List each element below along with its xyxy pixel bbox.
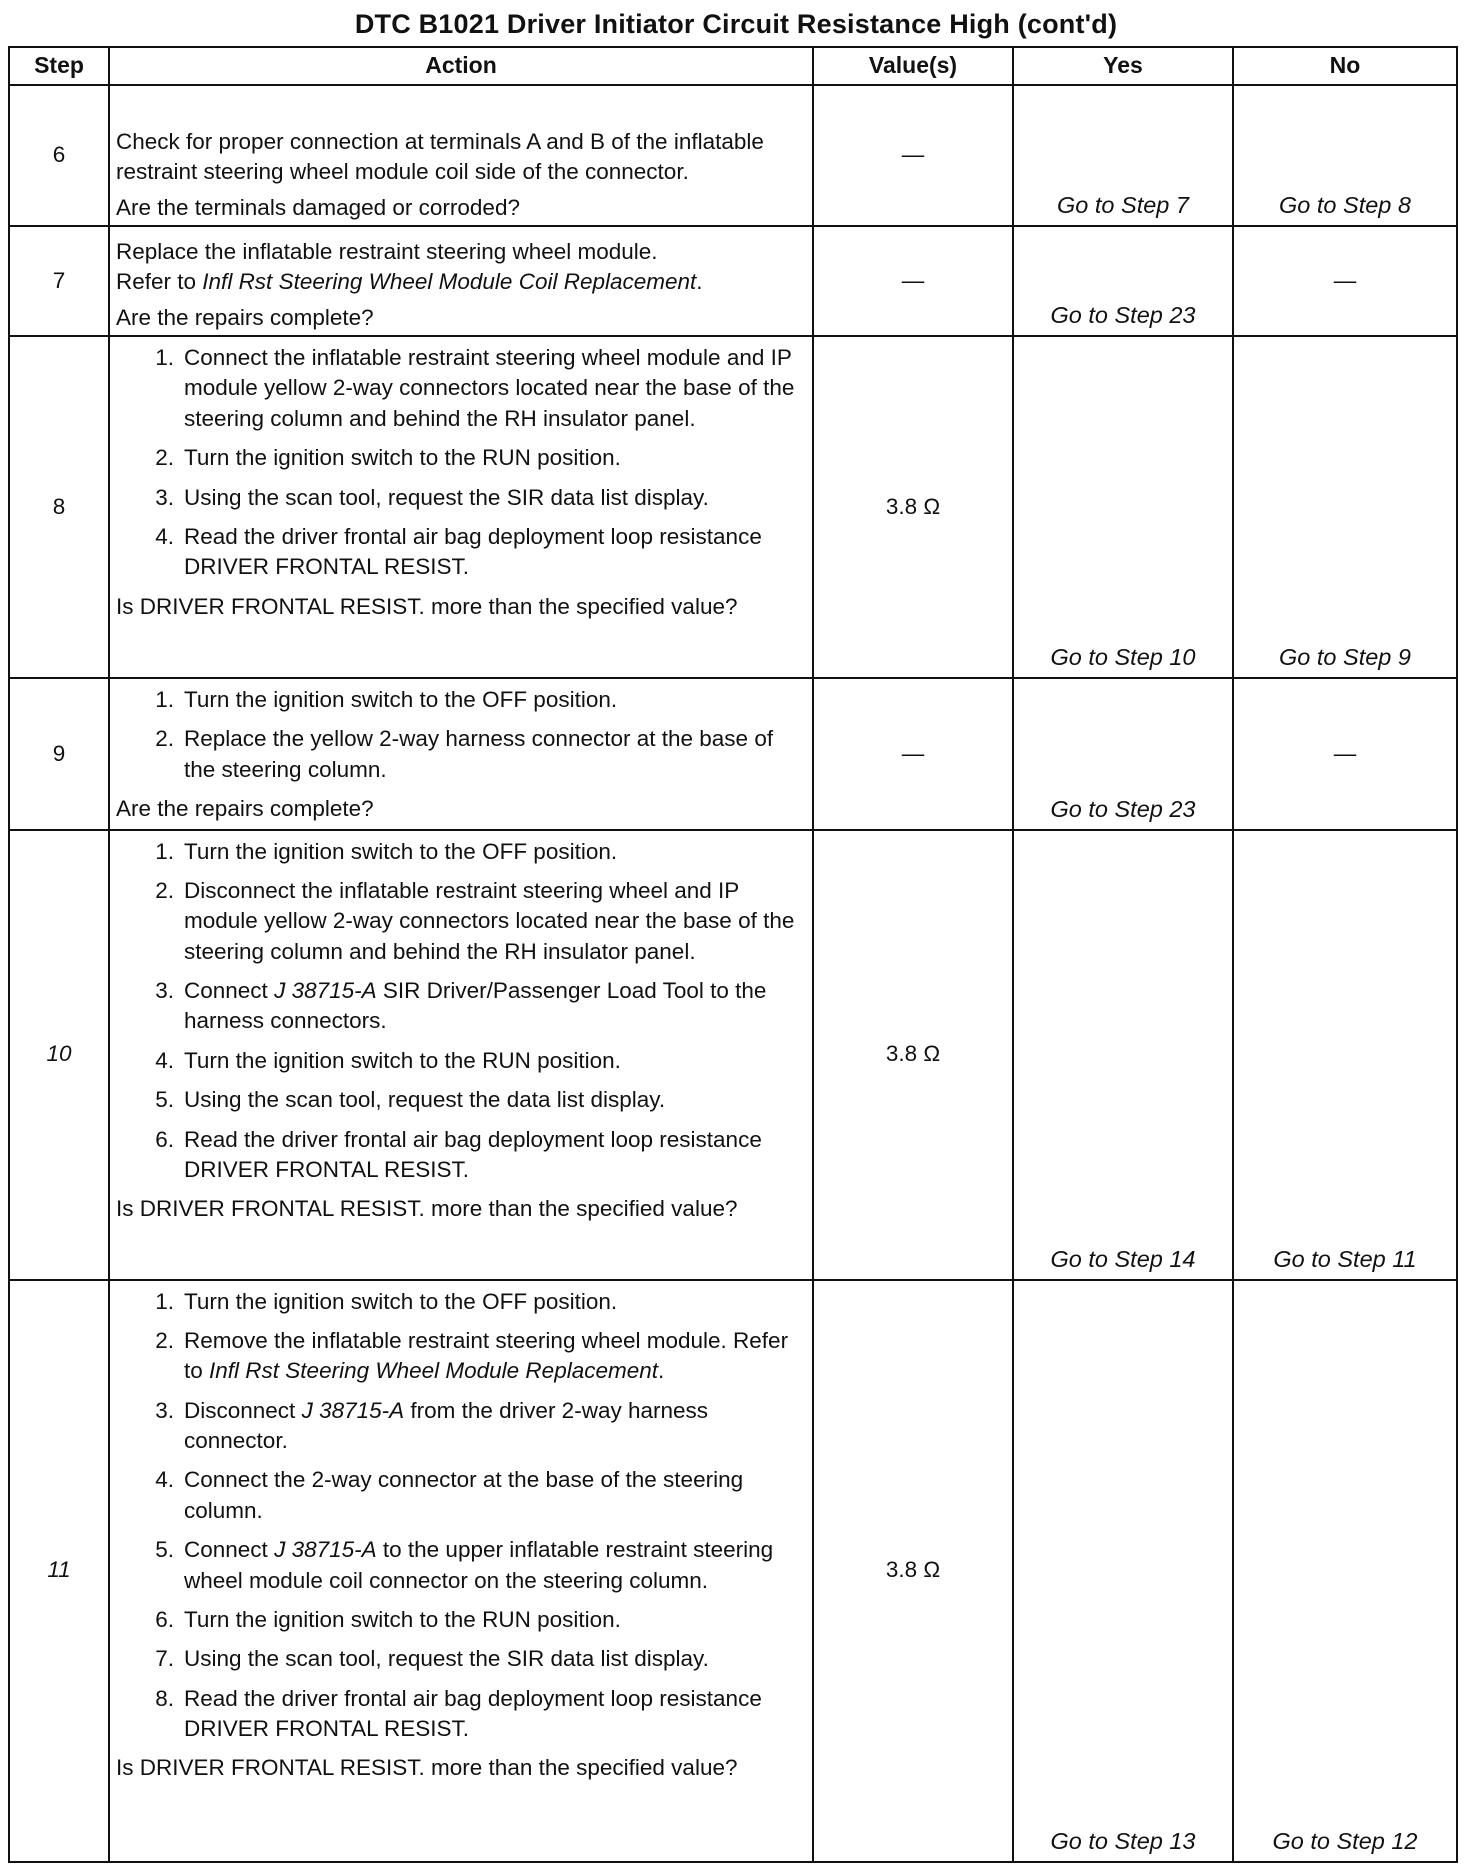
list-item: 4 . Turn the ignition switch to the RUN position. bbox=[116, 1046, 806, 1076]
action-cell bbox=[109, 1280, 813, 1862]
table-row bbox=[9, 678, 1457, 830]
no-cell: — bbox=[1233, 226, 1457, 336]
reference-suffix: . bbox=[696, 269, 703, 295]
header-no: No bbox=[1233, 47, 1457, 85]
action-question: Is DRIVER FRONTAL RESIST. more than the specified value? bbox=[116, 1196, 738, 1222]
list-item: 1 . Turn the ignition switch to the OFF position. bbox=[116, 685, 806, 715]
list-item: 7 . Using the scan tool, request the SIR data list display. bbox=[116, 1644, 806, 1674]
no-cell: Go to Step 11 bbox=[1233, 830, 1457, 1280]
action-steps bbox=[116, 837, 806, 1186]
list-item: 6 . Read the driver frontal air bag deployment loop resistance DRIVER FRONTAL RESIST. bbox=[116, 1125, 806, 1186]
list-item: 2 . Remove the inflatable restraint steering wheel module. Refer to Infl Rst Steering Wheel Module Replacement. bbox=[116, 1326, 806, 1387]
list-item: 3 . Using the scan tool, request the SIR data list display. bbox=[116, 483, 806, 513]
value-cell: — bbox=[813, 226, 1013, 336]
table-row bbox=[9, 336, 1457, 678]
action-steps bbox=[116, 343, 806, 583]
tool-name: J 38715-A bbox=[301, 1397, 405, 1423]
yes-cell: Go to Step 14 bbox=[1013, 830, 1233, 1280]
diagnostic-table bbox=[8, 46, 1458, 1863]
value-cell: — bbox=[813, 85, 1013, 226]
list-item: 2 . Turn the ignition switch to the RUN position. bbox=[116, 443, 806, 473]
tool-name: J 38715-A bbox=[274, 978, 377, 1003]
list-item: 2 . Replace the yellow 2-way harness connector at the base of the steering column. bbox=[116, 724, 806, 785]
list-item: 8 . Read the driver frontal air bag deployment loop resistance DRIVER FRONTAL RESIST. bbox=[116, 1684, 806, 1745]
step-number: 9 bbox=[9, 678, 109, 830]
list-item: 4 . Connect the 2-way connector at the base of the steering column. bbox=[116, 1465, 806, 1526]
list-item: 1 . Connect the inflatable restraint steering wheel module and IP module yellow 2-way connectors located near the base of the steering column and behind the RH insulator panel. bbox=[116, 343, 806, 434]
list-item: 2 . Disconnect the inflatable restraint steering wheel and IP module yellow 2-way connectors located near the base of the steering column and behind the RH insulator panel. bbox=[116, 876, 806, 967]
step-number: 8 bbox=[9, 336, 109, 678]
no-cell: Go to Step 12 bbox=[1233, 1280, 1457, 1862]
reference-prefix: Refer to bbox=[116, 269, 203, 295]
list-item: 3 . Disconnect J 38715-A from the driver 2-way harness connector. bbox=[116, 1396, 806, 1457]
action-question: Are the terminals damaged or corroded? bbox=[116, 194, 520, 220]
list-item: 1 . Turn the ignition switch to the OFF position. bbox=[116, 837, 806, 867]
step-number: 6 bbox=[9, 85, 109, 226]
reference-title: Infl Rst Steering Wheel Module Replacement bbox=[209, 1358, 658, 1384]
yes-cell: Go to Step 23 bbox=[1013, 678, 1233, 830]
action-question: Are the repairs complete? bbox=[116, 304, 374, 330]
table-row bbox=[9, 226, 1457, 336]
header-values: Value(s) bbox=[813, 47, 1013, 85]
list-item: 5 . Connect J 38715-A to the upper inflatable restraint steering wheel module coil connector on the steering column. bbox=[116, 1535, 806, 1596]
action-reference-line bbox=[116, 267, 806, 297]
action-text: Replace the inflatable restraint steering wheel module. bbox=[116, 238, 658, 264]
header-yes: Yes bbox=[1013, 47, 1233, 85]
list-item: 1 . Turn the ignition switch to the OFF position. bbox=[116, 1287, 806, 1317]
list-item: 6 . Turn the ignition switch to the RUN position. bbox=[116, 1605, 806, 1635]
value-cell: 3.8 Ω bbox=[813, 830, 1013, 1280]
action-question: Is DRIVER FRONTAL RESIST. more than the specified value? bbox=[116, 593, 738, 619]
page-title: DTC B1021 Driver Initiator Circuit Resistance High (cont'd) bbox=[354, 9, 1118, 39]
step-number: 7 bbox=[9, 226, 109, 336]
table-header-row bbox=[9, 47, 1457, 85]
value-cell: 3.8 Ω bbox=[813, 336, 1013, 678]
list-item: 4 . Read the driver frontal air bag deployment loop resistance DRIVER FRONTAL RESIST. bbox=[116, 522, 806, 583]
list-item: 3 . Connect J 38715-A SIR Driver/Passenger Load Tool to the harness connectors. bbox=[116, 976, 806, 1037]
value-cell: — bbox=[813, 678, 1013, 830]
yes-cell: Go to Step 23 bbox=[1013, 226, 1233, 336]
header-action: Action bbox=[109, 47, 813, 85]
no-cell: Go to Step 9 bbox=[1233, 336, 1457, 678]
action-cell bbox=[109, 678, 813, 830]
action-cell bbox=[109, 830, 813, 1280]
table-row bbox=[9, 830, 1457, 1280]
action-text: Check for proper connection at terminals A and B of the inflatable restraint steering wheel module coil side of the connector. bbox=[116, 128, 764, 185]
table-row bbox=[9, 1280, 1457, 1862]
no-cell: Go to Step 8 bbox=[1233, 85, 1457, 226]
action-cell bbox=[109, 226, 813, 336]
action-steps bbox=[116, 1287, 806, 1745]
step-number: 10 bbox=[9, 830, 109, 1280]
yes-cell: Go to Step 7 bbox=[1013, 85, 1233, 226]
action-cell bbox=[109, 85, 813, 226]
tool-name: J 38715-A bbox=[274, 1537, 377, 1563]
action-cell bbox=[109, 336, 813, 678]
yes-cell: Go to Step 10 bbox=[1013, 336, 1233, 678]
yes-cell: Go to Step 13 bbox=[1013, 1280, 1233, 1862]
list-item: 5 . Using the scan tool, request the data list display. bbox=[116, 1085, 806, 1115]
table-row bbox=[9, 85, 1457, 226]
no-cell: — bbox=[1233, 678, 1457, 830]
action-question: Are the repairs complete? bbox=[116, 796, 374, 822]
header-step: Step bbox=[9, 47, 109, 85]
step-number: 11 bbox=[9, 1280, 109, 1862]
value-cell: 3.8 Ω bbox=[813, 1280, 1013, 1862]
action-steps bbox=[116, 685, 806, 785]
action-question: Is DRIVER FRONTAL RESIST. more than the specified value? bbox=[116, 1755, 738, 1781]
reference-title: Infl Rst Steering Wheel Module Coil Replacement bbox=[202, 269, 697, 295]
